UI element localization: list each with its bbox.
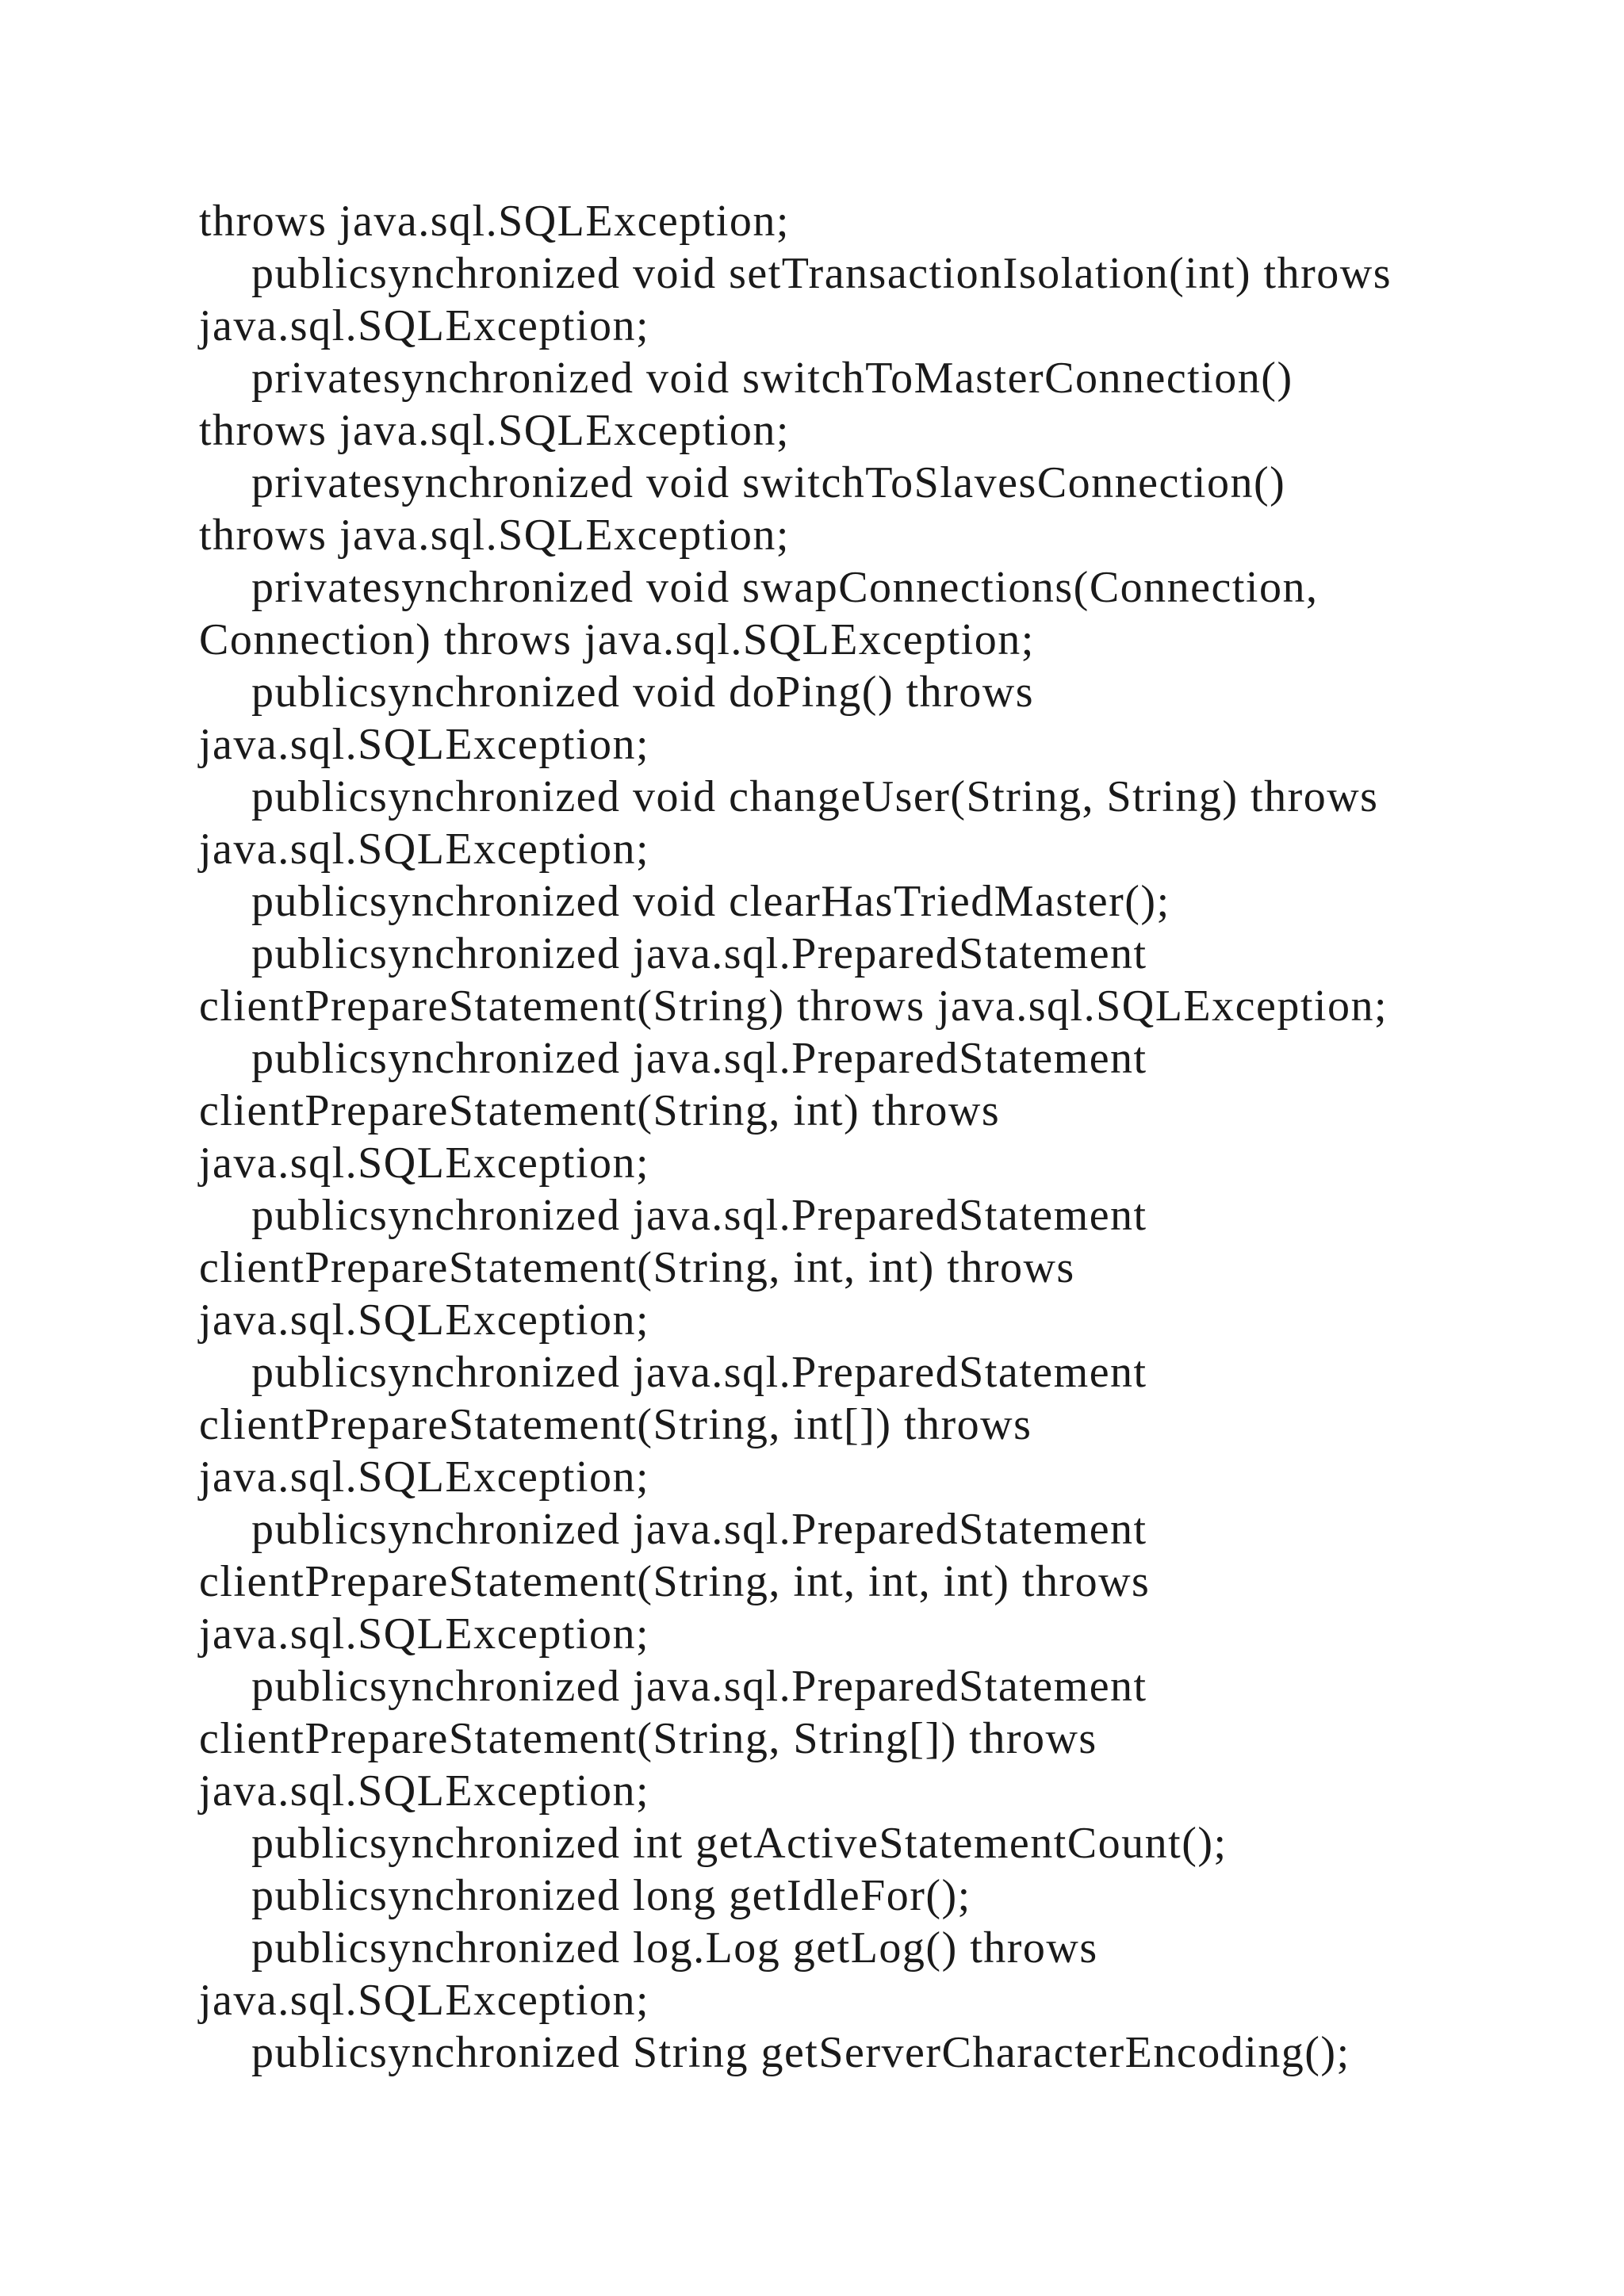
text-line: publicsynchronized java.sql.PreparedStatement bbox=[251, 1662, 1147, 1711]
text-line: clientPrepareStatement(String, int, int, int) throws bbox=[199, 1557, 1151, 1606]
text-line: java.sql.SQLException; bbox=[199, 1609, 650, 1659]
text-line: publicsynchronized void clearHasTriedMaster(); bbox=[251, 877, 1170, 926]
text-line: java.sql.SQLException; bbox=[199, 825, 650, 874]
paragraph-client-prepare-statement bbox=[199, 1660, 1595, 1817]
text-line: privatesynchronized void switchToSlavesConnection() bbox=[251, 458, 1286, 507]
text-line: java.sql.SQLException; bbox=[199, 1766, 650, 1816]
paragraph-clear-has-tried-master bbox=[199, 875, 1595, 928]
paragraph-client-prepare-statement bbox=[199, 1503, 1595, 1660]
text-line: publicsynchronized java.sql.PreparedStatement bbox=[251, 1505, 1147, 1554]
paragraph-swap-connections bbox=[199, 561, 1595, 666]
paragraph-client-prepare-statement bbox=[199, 1032, 1595, 1189]
paragraph-get-idle-for bbox=[199, 1869, 1595, 1922]
text-line: publicsynchronized java.sql.PreparedStatement bbox=[251, 929, 1147, 978]
paragraph-do-ping bbox=[199, 666, 1595, 771]
text-line: publicsynchronized void setTransactionIsolation(int) throws bbox=[251, 249, 1392, 298]
text-line: throws java.sql.SQLException; bbox=[199, 406, 790, 455]
text-line: java.sql.SQLException; bbox=[199, 1295, 650, 1345]
text-line: java.sql.SQLException; bbox=[199, 1452, 650, 1502]
paragraph-client-prepare-statement bbox=[199, 1346, 1595, 1503]
text-line: publicsynchronized java.sql.PreparedStatement bbox=[251, 1191, 1147, 1240]
text-line: java.sql.SQLException; bbox=[199, 1138, 650, 1188]
text-line: publicsynchronized int getActiveStatementCount(); bbox=[251, 1819, 1228, 1868]
paragraph-switch-to-slaves bbox=[199, 457, 1595, 561]
paragraph-client-prepare-statement bbox=[199, 1189, 1595, 1346]
text-line: publicsynchronized log.Log getLog() throws bbox=[251, 1923, 1098, 1973]
paragraph-get-log bbox=[199, 1922, 1595, 2026]
text-line: Connection) throws java.sql.SQLException; bbox=[199, 615, 1035, 664]
paragraph-client-prepare-statement bbox=[199, 928, 1595, 1032]
text-line: clientPrepareStatement(String, int[]) throws bbox=[199, 1400, 1032, 1449]
text-line: clientPrepareStatement(String, int, int) throws bbox=[199, 1243, 1075, 1292]
text-line: throws java.sql.SQLException; bbox=[199, 511, 790, 560]
text-line: publicsynchronized String getServerCharacterEncoding(); bbox=[251, 2028, 1350, 2077]
text-line: publicsynchronized void doPing() throws bbox=[251, 668, 1035, 717]
paragraph-switch-to-master bbox=[199, 352, 1595, 457]
text-line: publicsynchronized java.sql.PreparedStatement bbox=[251, 1348, 1147, 1397]
text-line: publicsynchronized java.sql.PreparedStatement bbox=[251, 1034, 1147, 1083]
text-line: java.sql.SQLException; bbox=[199, 720, 650, 769]
text-line: throws java.sql.SQLException; bbox=[199, 197, 790, 246]
text-line: privatesynchronized void swapConnections(Connection, bbox=[251, 563, 1319, 612]
text-line: privatesynchronized void switchToMasterConnection() bbox=[251, 354, 1293, 403]
text-line: publicsynchronized void changeUser(String, String) throws bbox=[251, 772, 1379, 821]
text-line: clientPrepareStatement(String, int) throws bbox=[199, 1086, 1001, 1135]
paragraph-continuation bbox=[199, 195, 1595, 247]
text-line: java.sql.SQLException; bbox=[199, 1976, 650, 2025]
text-line: clientPrepareStatement(String, String[]) throws bbox=[199, 1714, 1097, 1763]
paragraph-get-server-character-encoding bbox=[199, 2026, 1595, 2079]
text-line: publicsynchronized long getIdleFor(); bbox=[251, 1871, 971, 1920]
paragraph-set-transaction-isolation bbox=[199, 247, 1595, 352]
document-body bbox=[199, 195, 1595, 2079]
text-line: java.sql.SQLException; bbox=[199, 301, 650, 350]
text-line: clientPrepareStatement(String) throws java.sql.SQLException; bbox=[199, 982, 1388, 1031]
paragraph-change-user bbox=[199, 771, 1595, 875]
paragraph-get-active-statement-count bbox=[199, 1817, 1595, 1869]
